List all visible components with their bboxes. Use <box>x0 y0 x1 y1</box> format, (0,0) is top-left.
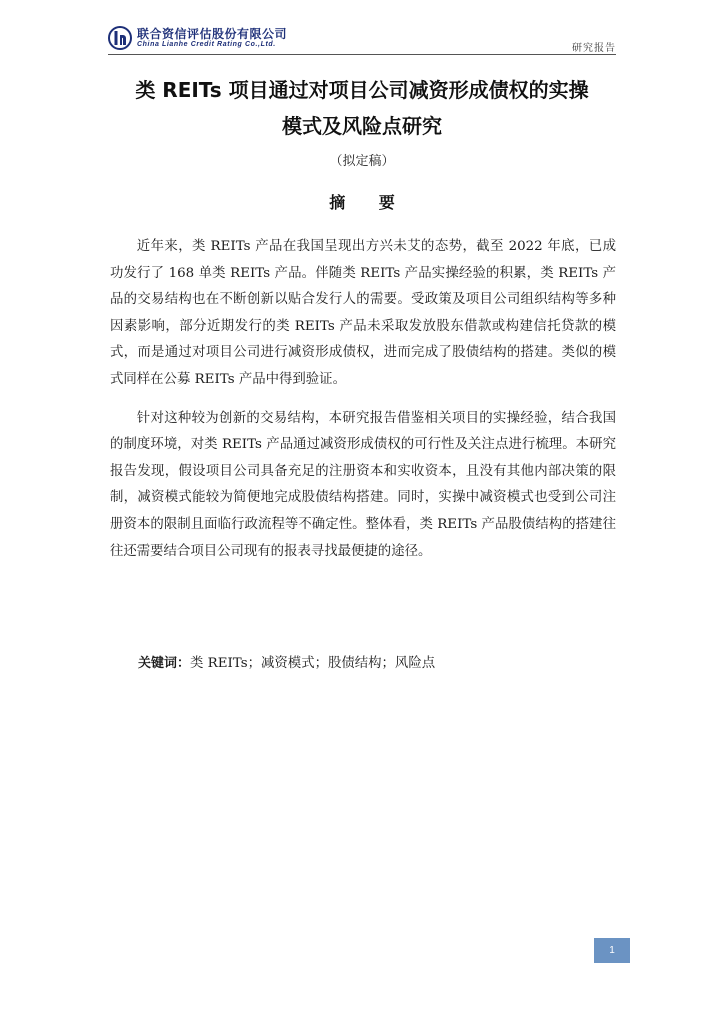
abstract-heading: 摘 要 <box>329 193 409 212</box>
lianhe-logo-icon <box>108 26 132 50</box>
title-line-2: 模式及风险点研究 <box>282 114 442 138</box>
page-header <box>108 24 616 54</box>
keywords-line <box>138 652 435 671</box>
company-name-cn: 联合资信评估股份有限公司 <box>137 27 288 41</box>
company-name-en: China Lianhe Credit Rating Co.,Ltd. <box>137 41 276 48</box>
abstract-paragraph-1: 近年来，类 REITs 产品在我国呈现出方兴未艾的态势，截至 2022 年底，已成功发行了 168 单类 REITs 产品。伴随类 REITs 产品实操经验的积累，类 REITs 产品的交易结构也在不断创新以贴合发行人的需要。受政策及项目公司组织结构等多种因素影响，部分近期发行的类 REITs 产品未采取发放股东借款或构建信托贷款的模式，而是通过对项目公司进行减资形成债权，进而完成了股债结构的搭建。类似的模式同样在公募 REITs 产品中得到验证。 <box>110 239 616 387</box>
abstract-paragraph-2: 针对这种较为创新的交易结构，本研究报告借鉴相关项目的实操经验，结合我国的制度环境，对类 REITs 产品通过减资形成债权的可行性及关注点进行梳理。本研究报告发现，假设项目公司具备充足的注册资本和实收资本，且没有其他内部决策的限制，减资模式能较为简便地完成股债结构搭建。同时，实操中减资模式也受到公司注册资本的限制且面临行政流程等不确定性。整体看，类 REITs 产品股债结构的搭建往往还需要结合项目公司现有的报表寻找最便捷的途径。 <box>110 410 616 559</box>
header-divider <box>108 54 616 55</box>
page-number-badge: 1 <box>594 938 630 963</box>
keywords-label: 关键词： <box>138 656 191 671</box>
report-type-label: 研究报告 <box>572 43 616 54</box>
document-title <box>100 72 624 144</box>
title-line-1: 类 REITs 项目通过对项目公司减资形成债权的实操 <box>135 78 589 102</box>
abstract-body <box>110 234 616 577</box>
draft-label: （拟定稿） <box>329 154 395 169</box>
keywords-text: 类 REITs；减资模式；股债结构；风险点 <box>190 656 436 671</box>
